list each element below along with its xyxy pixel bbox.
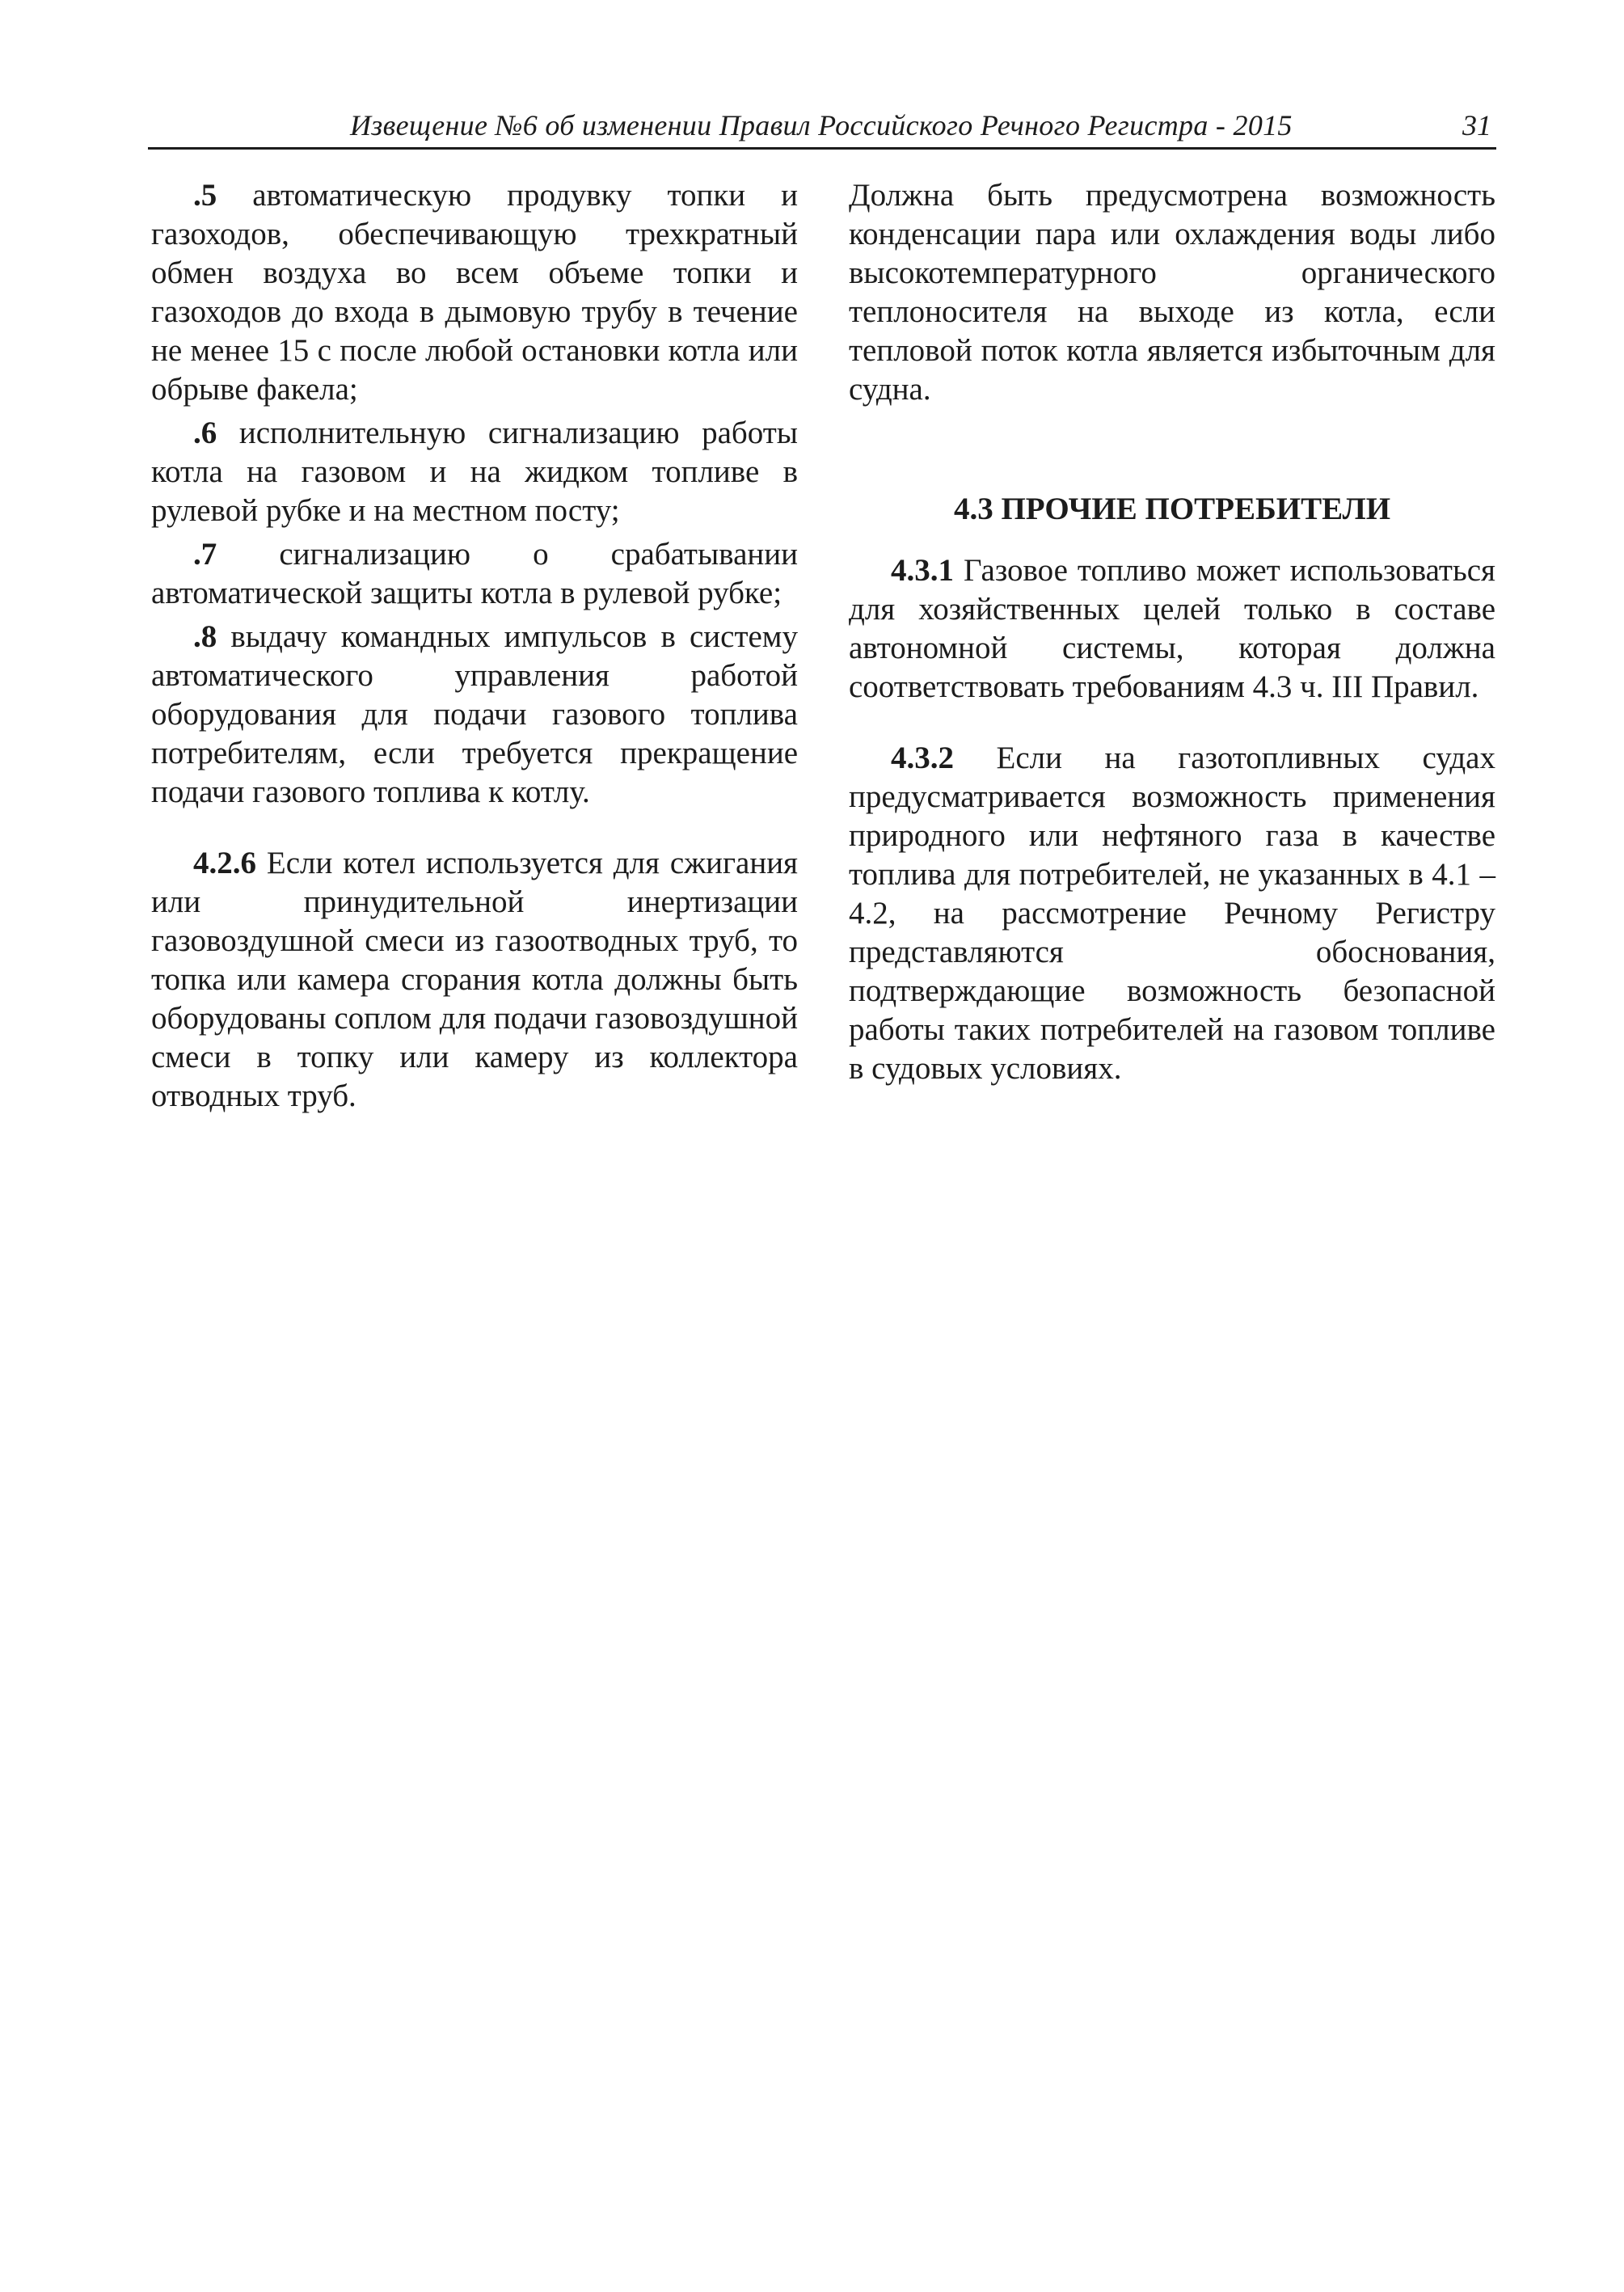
continued-paragraph: Должна быть предусмотрена возможность конденсации пара или охлаждения воды либо высокотемпературного органического теплоносителя на выходе из котла, если тепловой поток котла является избыточным для судна. [849,178,1495,407]
list-item-5 [151,176,798,409]
paragraph-text: Если котел используется для сжигания или принудительной инертизации газовоздушной смеси из газоотводных труб, то топка или камера сгорания котла должны быть оборудованы соплом для подачи газовоздушной смеси в топку или камеру из коллектора отводных труб. [151,846,798,1113]
paragraph-4-3-2 [849,739,1495,1088]
item-text: сигнализацию о срабатывании автоматической защиты котла в рулевой рубке; [151,537,798,610]
paragraph-number: 4.2.6 [193,846,256,880]
item-number: .5 [193,178,217,213]
paragraph-number: 4.3.2 [891,741,954,775]
list-item-8 [151,618,798,812]
running-header [148,105,1496,150]
page-number: 31 [1462,109,1491,141]
left-column [151,176,798,1116]
item-number: .7 [193,537,217,572]
item-text: выдачу командных импульсов в систему автоматического управления работой оборудования для подачи газового топлива потребителям, если требуется прекращение подачи газового топлива к котлу. [151,619,798,809]
item-number: .6 [193,416,217,450]
paragraph-text: Если на газотопливных судах предусматривается возможность применения природного или нефтяного газа в качестве топлива для потребителей, не указанных в 4.1 – 4.2, на рассмотрение Речному Регистру представляются обоснования, подтверждающие возможность безопасной работы таких потребителей на газовом топливе в судовых условиях. [849,741,1495,1086]
item-text: исполнительную сигнализацию работы котла на газовом и на жидком топливе в рулевой рубке и на местном посту; [151,416,798,528]
paragraph-4-3-1 [849,551,1495,707]
paragraph-number: 4.3.1 [891,553,954,588]
header-title: Извещение №6 об изменении Правил Российского Речного Регистра - 2015 [350,109,1293,141]
list-item-7 [151,535,798,613]
paragraph-text: Газовое топливо может использоваться для хозяйственных целей только в составе автономной системы, которая должна соответствовать требованиям 4.3 ч. III Правил. [849,553,1495,704]
item-text: автоматическую продувку топки и газоходов, обеспечивающую трехкратный обмен воздуха во всем объеме топки и газоходов до входа в дымовую трубу в течение не менее 15 с после любой остановки котла или обрыве факела; [151,178,798,407]
section-heading: 4.3 ПРОЧИЕ ПОТРЕБИТЕЛИ [953,492,1391,526]
list-item-6 [151,414,798,530]
paragraph-4-2-6 [151,844,798,1116]
item-number: .8 [193,619,217,654]
right-column [849,176,1495,1088]
